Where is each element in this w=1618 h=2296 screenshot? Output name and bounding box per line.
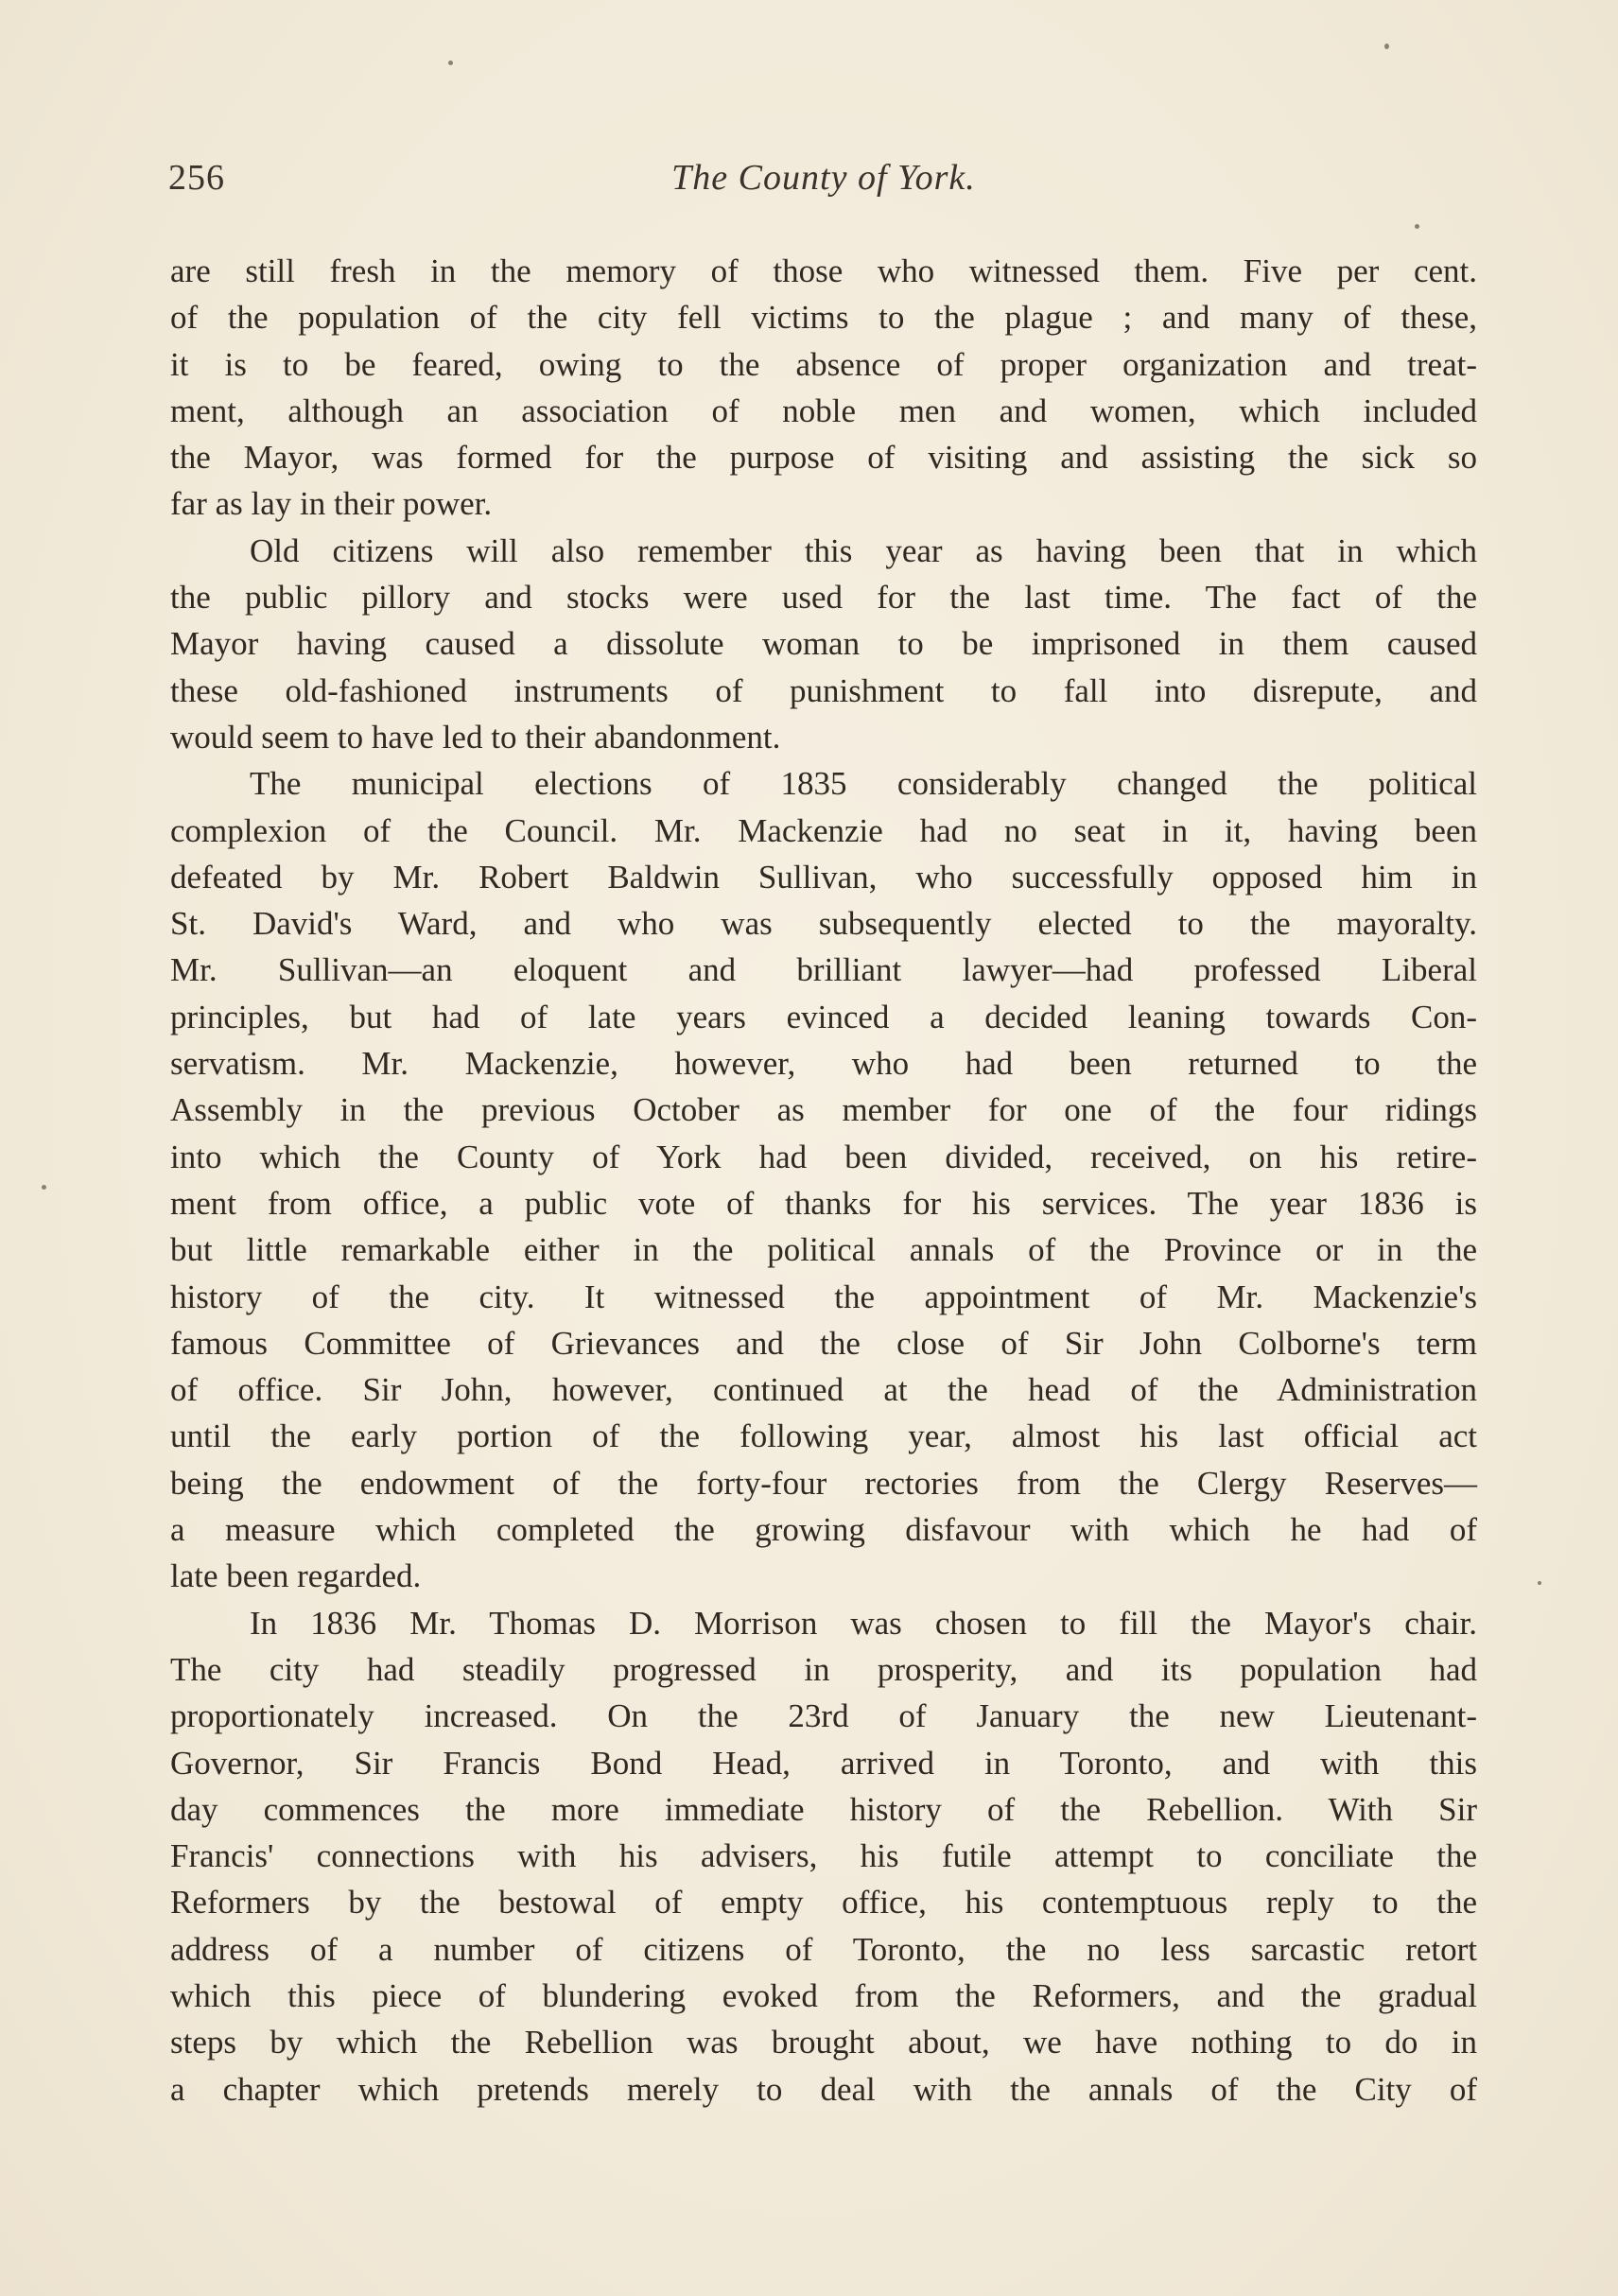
text-line: Assembly in the previous October as member for one of the four ridings — [170, 1091, 1477, 1129]
text-line: the public pillory and stocks were used for the last time. The fact of the — [170, 579, 1477, 617]
text-line: ment from office, a public vote of thanks for his services. The year 1836 is — [170, 1184, 1477, 1222]
text-line: the Mayor, was formed for the purpose of visiting and assisting the sick so — [170, 439, 1477, 477]
running-title: The County of York. — [671, 158, 976, 198]
paper-speck — [1415, 224, 1419, 229]
paper-speck — [448, 61, 453, 65]
text-line: of the population of the city fell victims to the plague ; and many of these, — [170, 299, 1477, 337]
text-line: The municipal elections of 1835 considerably changed the political — [250, 765, 1477, 803]
text-line: steps by which the Rebellion was brought about, we have nothing to do in — [170, 2024, 1477, 2061]
paper-speck — [1384, 43, 1389, 49]
text-line: famous Committee of Grievances and the close of Sir John Colborne's term — [170, 1324, 1477, 1362]
text-line: late been regarded. — [170, 1557, 422, 1595]
text-line: a chapter which pretends merely to deal with the annals of the City of — [170, 2070, 1477, 2108]
body-text — [170, 248, 1477, 2113]
page-number: 256 — [168, 158, 225, 198]
text-line: Governor, Sir Francis Bond Head, arrived in Toronto, and with this — [170, 1744, 1477, 1782]
text-line: Mr. Sullivan—an eloquent and brilliant lawyer—had professed Liberal — [170, 951, 1477, 989]
text-line: address of a number of citizens of Toronto, the no less sarcastic retort — [170, 1930, 1477, 1968]
text-line: The city had steadily progressed in prosperity, and its population had — [170, 1650, 1477, 1688]
text-line: are still fresh in the memory of those who witnessed them. Five per cent. — [170, 252, 1477, 289]
running-head — [168, 157, 1479, 214]
text-line: into which the County of York had been divided, received, on his retire- — [170, 1138, 1477, 1175]
text-line: history of the city. It witnessed the appointment of Mr. Mackenzie's — [170, 1278, 1477, 1315]
text-line: day commences the more immediate history of the Rebellion. With Sir — [170, 1790, 1477, 1828]
text-line: servatism. Mr. Mackenzie, however, who had been returned to the — [170, 1045, 1477, 1083]
paper-speck — [42, 1185, 46, 1190]
paper-speck — [1538, 1581, 1541, 1585]
text-line: Mayor having caused a dissolute woman to be imprisoned in them caused — [170, 625, 1477, 663]
text-line: principles, but had of late years evinced a decided leaning towards Con- — [170, 998, 1477, 1035]
text-line: ment, although an association of noble men and women, which included — [170, 391, 1477, 429]
text-line: a measure which completed the growing disfavour with which he had of — [170, 1511, 1477, 1549]
text-line: Old citizens will also remember this year as having been that in which — [250, 531, 1477, 569]
text-line: complexion of the Council. Mr. Mackenzie had no seat in it, having been — [170, 811, 1477, 849]
text-line: these old-fashioned instruments of punishment to fall into disrepute, and — [170, 671, 1477, 709]
text-line: until the early portion of the following year, almost his last official act — [170, 1418, 1477, 1455]
text-line: which this piece of blundering evoked from the Reformers, and the gradual — [170, 1976, 1477, 2014]
text-line: of office. Sir John, however, continued at the head of the Administration — [170, 1371, 1477, 1409]
text-line: being the endowment of the forty-four rectories from the Clergy Reserves— — [170, 1464, 1477, 1502]
text-line: it is to be feared, owing to the absence of proper organization and treat- — [170, 345, 1477, 383]
text-line: Francis' connections with his advisers, his futile attempt to conciliate the — [170, 1837, 1477, 1875]
text-line: In 1836 Mr. Thomas D. Morrison was chosen to fill the Mayor's chair. — [250, 1604, 1477, 1642]
text-line: but little remarkable either in the political annals of the Province or in the — [170, 1231, 1477, 1269]
text-line: far as lay in their power. — [170, 485, 493, 523]
text-line: defeated by Mr. Robert Baldwin Sullivan, who successfully opposed him in — [170, 858, 1477, 896]
text-line: would seem to have led to their abandonment. — [170, 718, 781, 756]
text-line: Reformers by the bestowal of empty office, his contemptuous reply to the — [170, 1884, 1477, 1922]
text-line: St. David's Ward, and who was subsequently elected to the mayoralty. — [170, 905, 1477, 943]
text-line: proportionately increased. On the 23rd of January the new Lieutenant- — [170, 1697, 1477, 1735]
